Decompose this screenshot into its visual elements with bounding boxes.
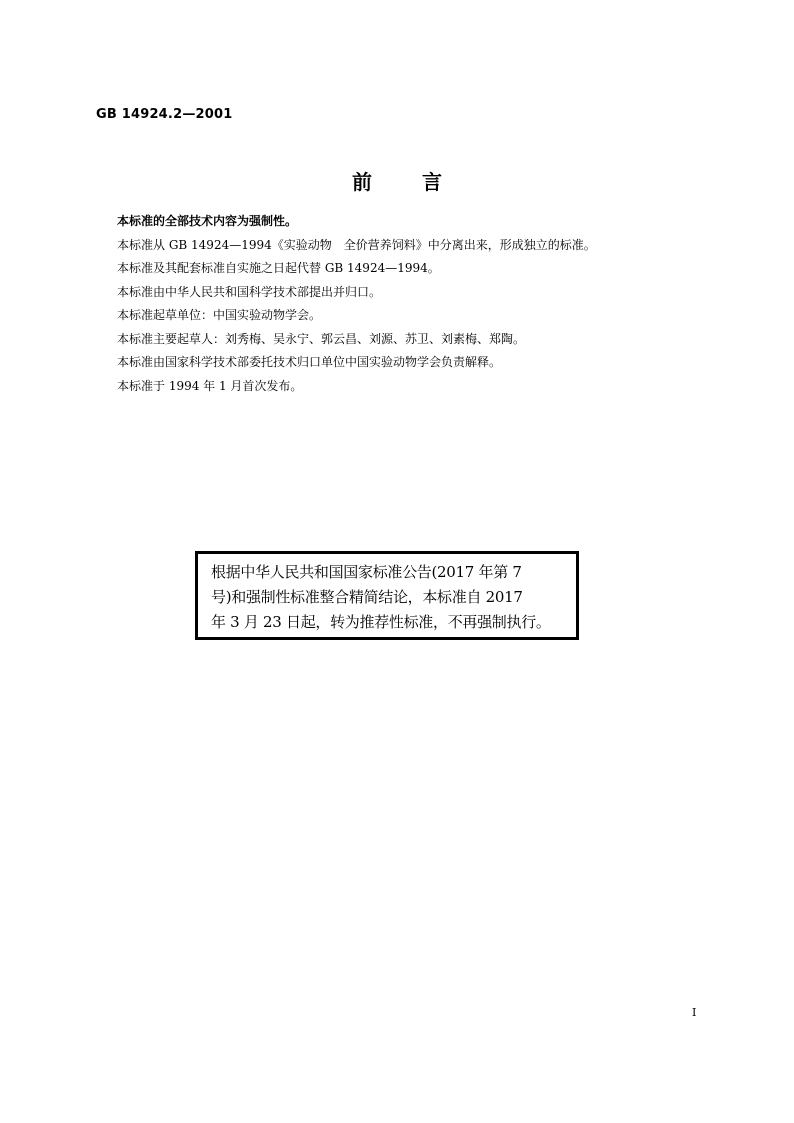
page-number: I <box>692 1006 697 1019</box>
notice-line: 根据中华人民共和国国家标准公告(2017 年第 7 <box>211 563 522 581</box>
foreword-list <box>117 210 596 398</box>
foreword-line: 本标准由国家科学技术部委托技术归口单位中国实验动物学会负责解释。 <box>117 355 502 369</box>
foreword-line: 本标准从 GB 14924—1994《实验动物 全价营养饲料》中分离出来，形成独立的标准。 <box>117 237 596 252</box>
foreword-line: 本标准及其配套标准自实施之日起代替 GB 14924—1994。 <box>117 261 440 275</box>
standard-code: GB 14924.2—2001 <box>96 107 233 122</box>
foreword-line: 本标准主要起草人：刘秀梅、吴永宁、郭云昌、刘源、苏卫、刘素梅、郑陶。 <box>117 331 526 346</box>
foreword-line: 本标准于 1994 年 1 月首次发布。 <box>117 378 303 393</box>
foreword-line: 本标准由中华人民共和国科学技术部提出并归口。 <box>117 284 382 299</box>
status-notice-box <box>195 551 579 640</box>
notice-line: 年 3 月 23 日起，转为推荐性标准，不再强制执行。 <box>211 613 551 631</box>
foreword-line: 本标准的全部技术内容为强制性。 <box>117 214 298 228</box>
foreword-line: 本标准起草单位：中国实验动物学会。 <box>117 308 322 322</box>
page-title: 前言 <box>352 170 492 194</box>
notice-line: 号)和强制性标准整合精简结论，本标准自 2017 <box>211 588 523 606</box>
